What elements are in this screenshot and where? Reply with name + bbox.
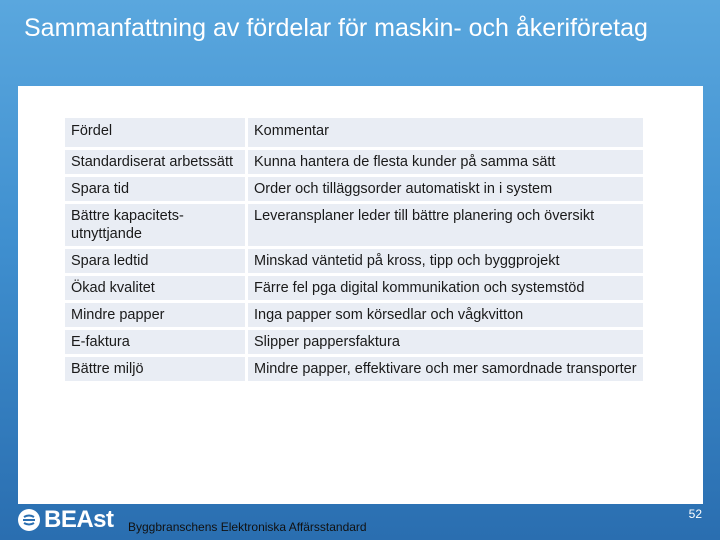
table-row bbox=[65, 276, 643, 300]
comment-cell: Inga papper som körsedlar och vågkvitton bbox=[248, 303, 643, 327]
table-row bbox=[65, 204, 643, 246]
comment-cell: Mindre papper, effektivare och mer samordnade transporter bbox=[248, 357, 643, 381]
table-row bbox=[65, 330, 643, 354]
header-cell-kommentar: Kommentar bbox=[248, 118, 643, 147]
benefit-cell: E-faktura bbox=[65, 330, 248, 354]
table-row bbox=[65, 303, 643, 327]
logo-text: BEAst bbox=[44, 506, 114, 533]
comment-cell: Slipper pappersfaktura bbox=[248, 330, 643, 354]
logo-globe-icon bbox=[18, 509, 40, 531]
comment-cell: Minskad väntetid på kross, tipp och byggprojekt bbox=[248, 249, 643, 273]
table-row bbox=[65, 249, 643, 273]
benefit-cell: Mindre papper bbox=[65, 303, 248, 327]
footer-tagline: Byggbranschens Elektroniska Affärsstandard bbox=[128, 520, 367, 534]
comment-cell: Kunna hantera de flesta kunder på samma sätt bbox=[248, 150, 643, 174]
table-header-row bbox=[65, 118, 643, 147]
comment-cell: Order och tilläggsorder automatiskt in i system bbox=[248, 177, 643, 201]
slide-title: Sammanfattning av fördelar för maskin- och åkeriföretag bbox=[24, 14, 648, 42]
page-number: 52 bbox=[688, 507, 702, 521]
benefit-cell: Spara ledtid bbox=[65, 249, 248, 273]
benefits-table bbox=[65, 115, 643, 384]
beast-logo bbox=[18, 505, 114, 535]
table-row bbox=[65, 357, 643, 381]
benefit-cell: Standardiserat arbetssätt bbox=[65, 150, 248, 174]
benefit-cell: Bättre kapacitets-utnyttjande bbox=[65, 204, 248, 246]
benefit-cell: Ökad kvalitet bbox=[65, 276, 248, 300]
comment-cell: Leveransplaner leder till bättre planering och översikt bbox=[248, 204, 643, 246]
table-row bbox=[65, 150, 643, 174]
benefit-cell: Bättre miljö bbox=[65, 357, 248, 381]
comment-cell: Färre fel pga digital kommunikation och systemstöd bbox=[248, 276, 643, 300]
header-cell-fordel: Fördel bbox=[65, 118, 248, 147]
benefit-cell: Spara tid bbox=[65, 177, 248, 201]
table-row bbox=[65, 177, 643, 201]
